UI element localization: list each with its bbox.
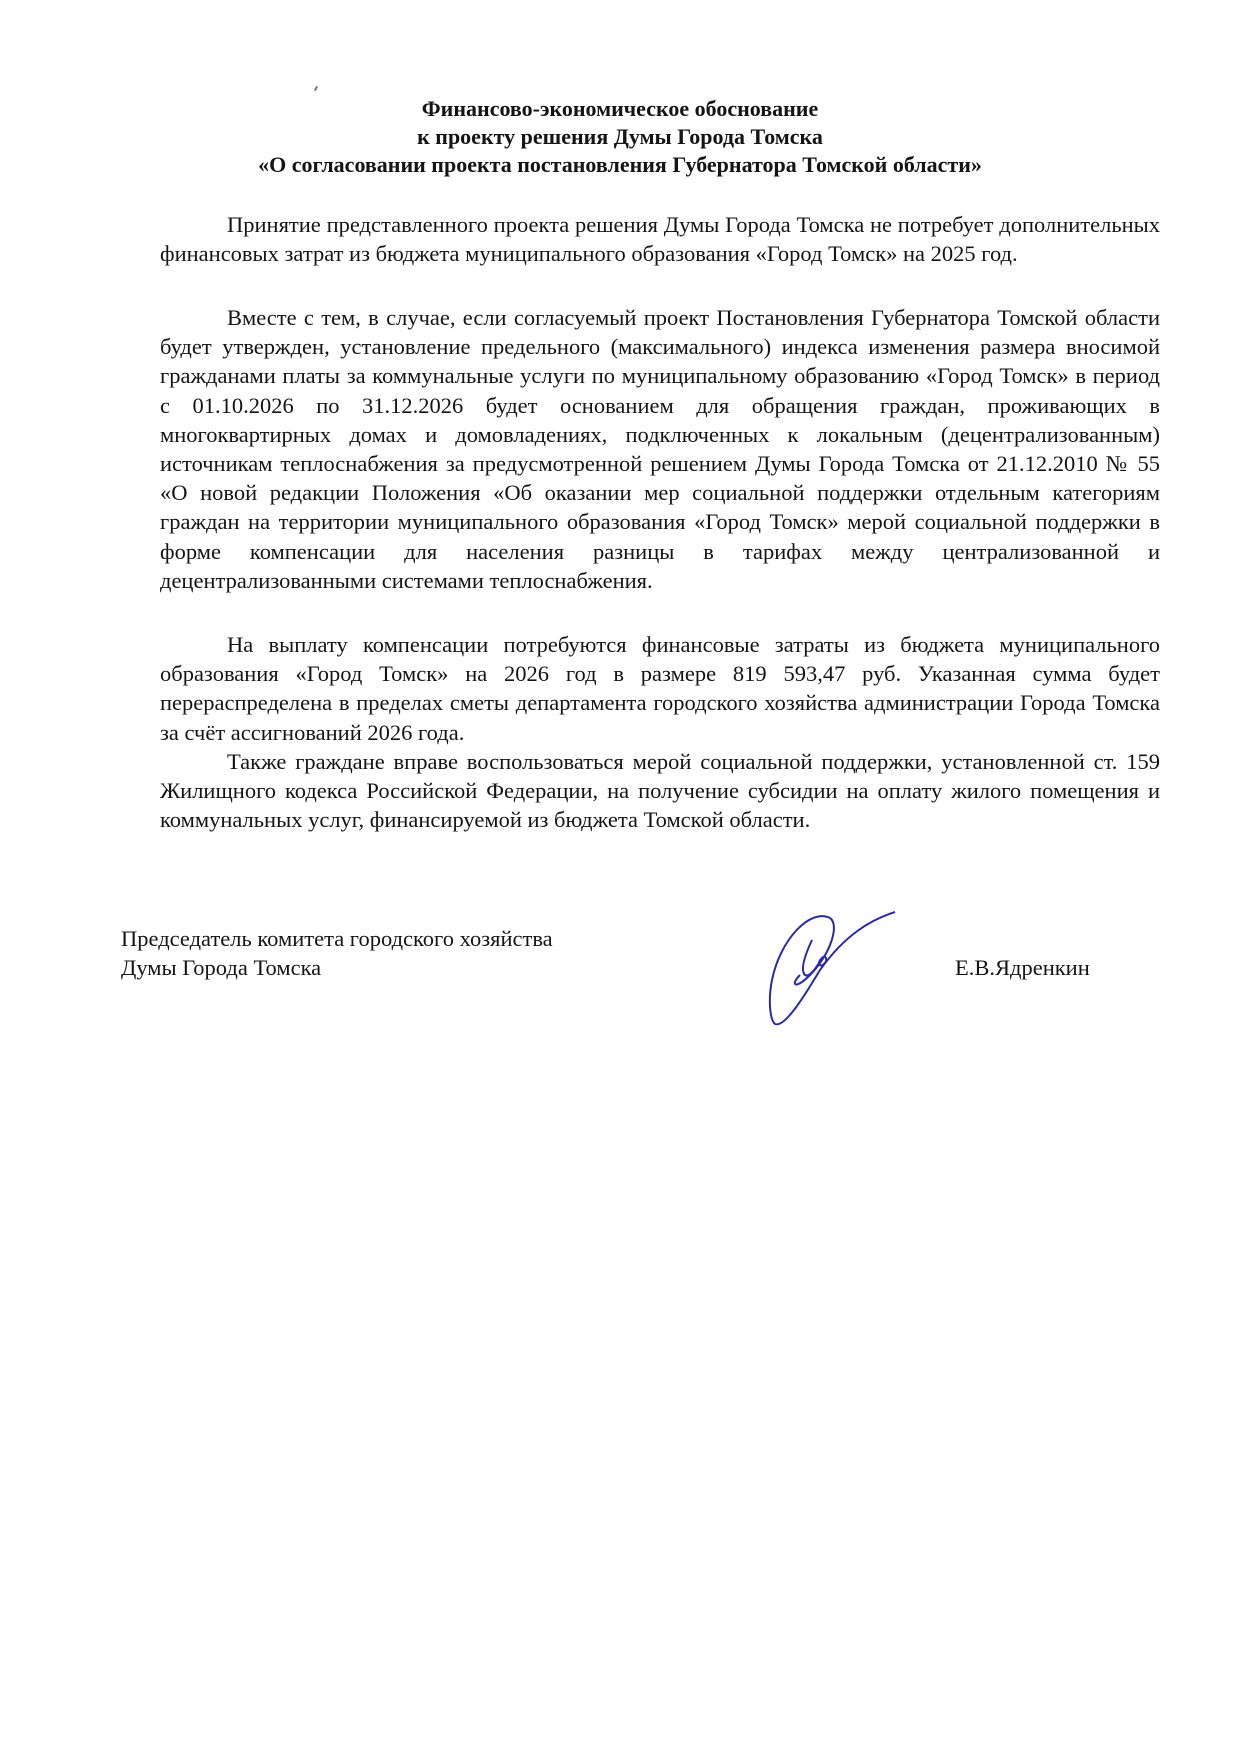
body-paragraph-1: Принятие представленного проекта решения Думы Города Томска не потребует дополнительных финансовых затрат из бюджета муниципального образования «Город Томск» на 2025 год. xyxy=(160,212,1160,267)
body-paragraph-3: На выплату компенсации потребуются финансовые затраты из бюджета муниципального образования «Город Томск» на 2026 год в размере 819 593,47 руб. Указанная сумма будет перераспределена в пределах сметы департамента городского хозяйства администрации Города Томска за счёт ассигнований 2026 года. xyxy=(160,632,1160,745)
signatory-name: Е.В.Ядренкин xyxy=(955,955,1090,980)
signatory-position-line-2: Думы Города Томска xyxy=(121,955,322,980)
title-line-3: «О согласовании проекта постановления Губернатора Томской области» xyxy=(258,152,982,177)
body-paragraph-2-block xyxy=(160,303,1160,595)
document-title xyxy=(0,95,1240,179)
body-paragraph-3-block xyxy=(160,630,1160,747)
scan-speck xyxy=(314,86,318,91)
handwritten-signature-icon xyxy=(750,900,900,1030)
body-paragraph-4-block xyxy=(160,747,1160,835)
title-line-2: к проекту решения Думы Города Томска xyxy=(417,124,823,149)
body-paragraph-2: Вместе с тем, в случае, если согласуемый проект Постановления Губернатора Томской области будет утвержден, установление предельного (максимального) индекса изменения размера вносимой гражданами платы за коммунальные услуги по муниципальному образованию «Город Томск» в период с 01.10.2026 по 31.12.2026 будет основанием для обращения граждан, проживающих в многоквартирных домах и домовладениях, подключенных к локальным (децентрализованным) источникам теплоснабжения за предусмотренной решением Думы Города Томска от 21.12.2010 № 55 «О новой редакции Положения «Об оказании мер социальной поддержки отдельным категориям граждан на территории муниципального образования «Город Томск» мерой социальной поддержки в форме компенсации для населения разницы в тарифах между централизованной и децентрализованными системами теплоснабжения. xyxy=(160,305,1160,593)
signatory-position-line-1: Председатель комитета городского хозяйства xyxy=(121,926,553,951)
body-paragraph-4: Также граждане вправе воспользоваться мерой социальной поддержки, установленной ст. 159 Жилищного кодекса Российской Федерации, на получение субсидии на оплату жилого помещения и коммунальных услуг, финансируемой из бюджета Томской области. xyxy=(160,749,1160,833)
title-line-1: Финансово-экономическое обоснование xyxy=(421,96,819,121)
signatory-position xyxy=(121,924,553,982)
body-paragraph-1-block xyxy=(160,210,1160,268)
